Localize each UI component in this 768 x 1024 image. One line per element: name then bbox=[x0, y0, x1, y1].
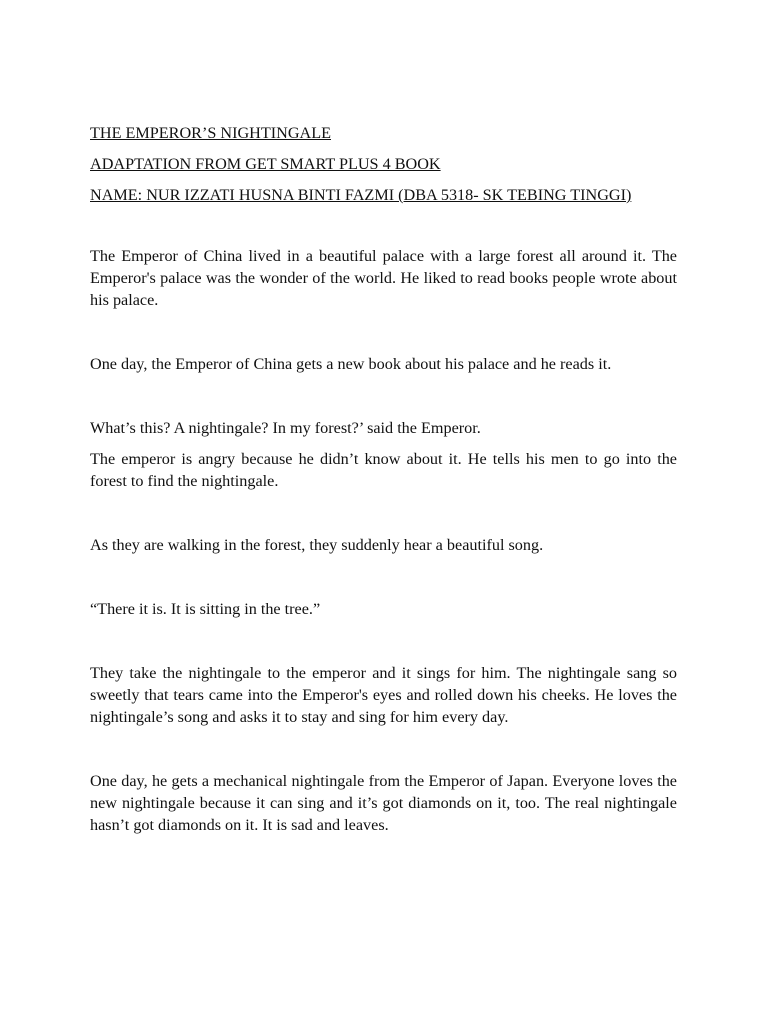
paragraph: The Emperor of China lived in a beautiful palace with a large forest all around it. The Emperor's palace was the wonder of the world. He liked to read books people wrote about his palace. bbox=[90, 247, 677, 309]
paragraph: The emperor is angry because he didn’t know about it. He tells his men to go into the forest to find the nightingale. bbox=[90, 450, 677, 490]
paragraph: One day, he gets a mechanical nightingale from the Emperor of Japan. Everyone loves the new nightingale because it can sing and it’s got diamonds on it, too. The real nightingale hasn’t got diamonds on it. It is sad and leaves. bbox=[90, 772, 677, 834]
paragraph: One day, the Emperor of China gets a new book about his palace and he reads it. bbox=[90, 355, 612, 373]
paragraph: They take the nightingale to the emperor and it sings for him. The nightingale sang so sweetly that tears came into the Emperor's eyes and rolled down his cheeks. He loves the nightingale’s song and asks it to stay and sing for him every day. bbox=[90, 664, 677, 726]
adaptation-line: ADAPTATION FROM GET SMART PLUS 4 BOOK bbox=[90, 155, 441, 173]
author-line: NAME: NUR IZZATI HUSNA BINTI FAZMI (DBA 5318- SK TEBING TINGGI) bbox=[90, 186, 632, 204]
document-page bbox=[90, 122, 677, 836]
story-title: THE EMPEROR’S NIGHTINGALE bbox=[90, 124, 331, 142]
paragraph: As they are walking in the forest, they suddenly hear a beautiful song. bbox=[90, 536, 544, 554]
paragraph: What’s this? A nightingale? In my forest?’ said the Emperor. bbox=[90, 419, 481, 437]
paragraph: “There it is. It is sitting in the tree.” bbox=[90, 600, 321, 618]
